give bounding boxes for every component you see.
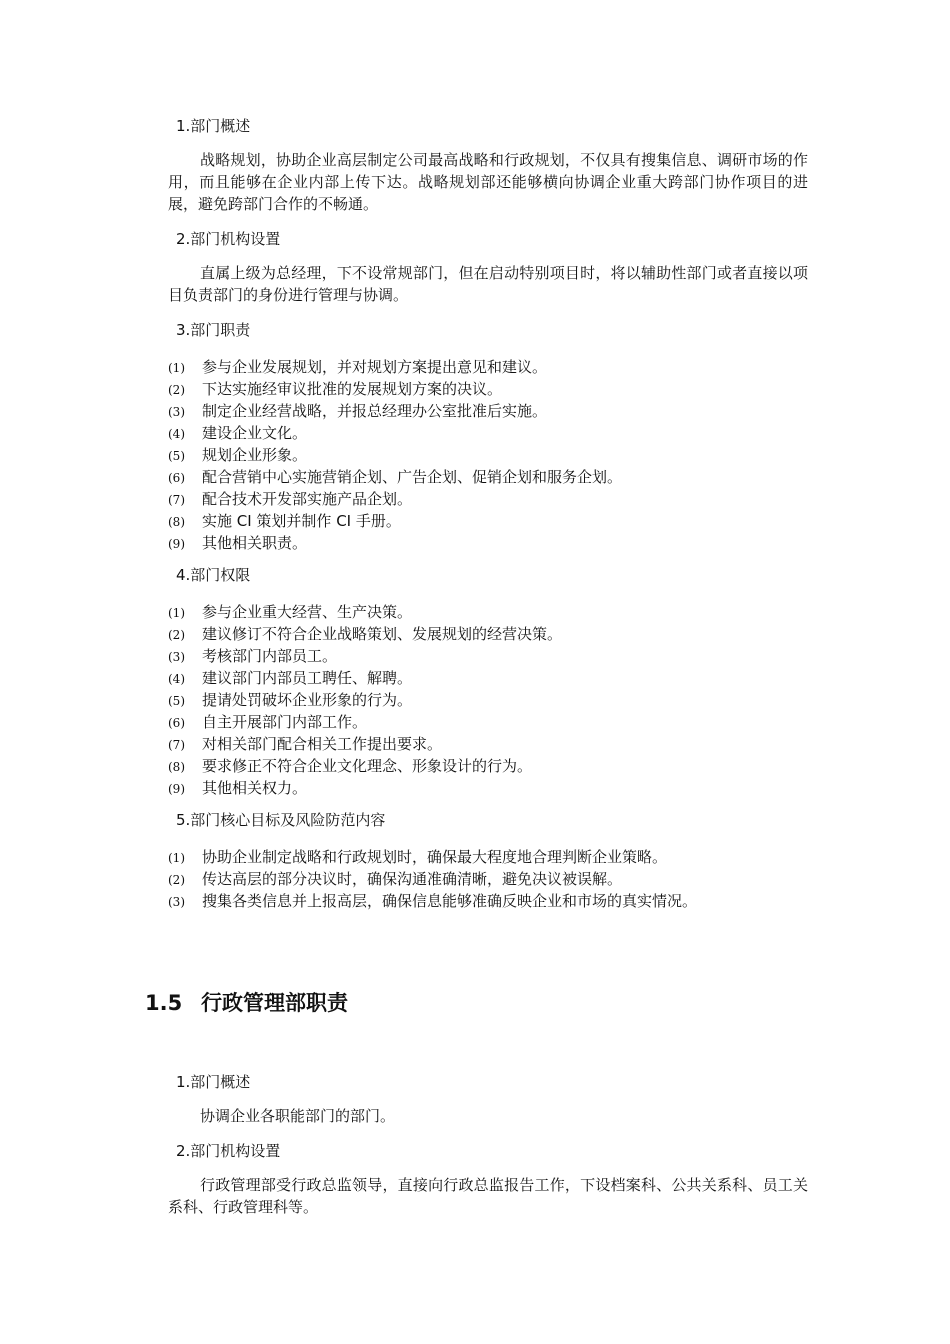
structure-paragraph: 直属上级为总经理，下不设常规部门，但在启动特别项目时，将以辅助性部门或者直接以项目负责部门的身份进行管理与协调。 [168, 264, 808, 304]
item-number: (6) [168, 471, 185, 485]
item-text: 配合技术开发部实施产品企划。 [202, 490, 413, 508]
item-number: (7) [168, 738, 185, 752]
item-text: 建议部门内部员工聘任、解聘。 [202, 669, 413, 687]
item-number: (8) [168, 760, 185, 774]
item-number: (1) [168, 361, 185, 375]
item-text: 规划企业形象。 [202, 446, 308, 464]
list-item [168, 400, 622, 422]
item-number: (9) [168, 537, 185, 551]
item-text: 对相关部门配合相关工作提出要求。 [202, 735, 443, 753]
list-item [168, 532, 622, 554]
item-text: 协助企业制定战略和行政规划时，确保最大程度地合理判断企业策略。 [202, 848, 668, 866]
structure-paragraph: 行政管理部受行政总监领导，直接向行政总监报告工作，下设档案科、公共关系科、员工关系科、行政管理科等。 [168, 1176, 808, 1216]
overview-heading: 1.部门概述 [176, 1073, 251, 1091]
list-item [168, 645, 562, 667]
item-text: 下达实施经审议批准的发展规划方案的决议。 [202, 380, 503, 398]
item-number: (1) [168, 851, 185, 865]
list-item [168, 356, 622, 378]
item-number: (5) [168, 449, 185, 463]
item-number: (9) [168, 782, 185, 796]
item-text: 传达高层的部分决议时，确保沟通准确清晰，避免决议被误解。 [202, 870, 623, 888]
item-number: (2) [168, 628, 185, 642]
list-item [168, 444, 622, 466]
item-number: (3) [168, 650, 185, 664]
list-item [168, 378, 622, 400]
list-item [168, 601, 562, 623]
authority-heading: 4.部门权限 [176, 566, 251, 584]
list-item [168, 667, 562, 689]
item-number: (3) [168, 405, 185, 419]
list-item [168, 755, 562, 777]
overview-paragraph: 战略规划，协助企业高层制定公司最高战略和行政规划，不仅具有搜集信息、调研市场的作用，而且能够在企业内部上传下达。战略规划部还能够横向协调企业重大跨部门协作项目的进展，避免跨部门合作的不畅通。 [168, 151, 808, 213]
goals-list [168, 846, 697, 912]
goals-heading: 5.部门核心目标及风险防范内容 [176, 811, 386, 829]
list-item [168, 488, 622, 510]
item-text: 建设企业文化。 [202, 424, 308, 442]
item-number: (5) [168, 694, 185, 708]
authority-list [168, 601, 562, 799]
duties-heading: 3.部门职责 [176, 321, 251, 339]
structure-heading: 2.部门机构设置 [176, 230, 281, 248]
list-item [168, 510, 622, 532]
list-item [168, 711, 562, 733]
item-number: (3) [168, 895, 185, 909]
item-number: (2) [168, 873, 185, 887]
list-item [168, 733, 562, 755]
list-item [168, 422, 622, 444]
list-item [168, 868, 697, 890]
item-text: 提请处罚破坏企业形象的行为。 [202, 691, 413, 709]
item-number: (7) [168, 493, 185, 507]
item-text: 制定企业经营战略，并报总经理办公室批准后实施。 [202, 402, 548, 420]
list-item [168, 466, 622, 488]
item-number: (4) [168, 672, 185, 686]
list-item [168, 890, 697, 912]
list-item [168, 777, 562, 799]
item-text: 要求修正不符合企业文化理念、形象设计的行为。 [202, 757, 533, 775]
item-text: 实施 CI 策划并制作 CI 手册。 [202, 512, 401, 530]
item-number: (6) [168, 716, 185, 730]
item-number: (2) [168, 383, 185, 397]
list-item [168, 846, 697, 868]
section-heading [145, 989, 348, 1017]
item-text: 搜集各类信息并上报高层，确保信息能够准确反映企业和市场的真实情况。 [202, 892, 698, 910]
item-text: 考核部门内部员工。 [202, 647, 338, 665]
item-number: (4) [168, 427, 185, 441]
list-item [168, 689, 562, 711]
item-text: 参与企业发展规划，并对规划方案提出意见和建议。 [202, 358, 548, 376]
item-text: 自主开展部门内部工作。 [202, 713, 368, 731]
item-text: 参与企业重大经营、生产决策。 [202, 603, 413, 621]
item-text: 建议修订不符合企业战略策划、发展规划的经营决策。 [202, 625, 563, 643]
overview-heading: 1.部门概述 [176, 117, 251, 135]
structure-heading: 2.部门机构设置 [176, 1142, 281, 1160]
section-title-text: 行政管理部职责 [201, 991, 348, 1015]
overview-paragraph: 协调企业各职能部门的部门。 [200, 1107, 396, 1125]
item-text: 配合营销中心实施营销企划、广告企划、促销企划和服务企划。 [202, 468, 623, 486]
list-item [168, 623, 562, 645]
item-number: (8) [168, 515, 185, 529]
item-text: 其他相关职责。 [202, 534, 308, 552]
section-number: 1.5 [145, 991, 183, 1015]
item-text: 其他相关权力。 [202, 779, 308, 797]
item-number: (1) [168, 606, 185, 620]
duties-list [168, 356, 622, 554]
